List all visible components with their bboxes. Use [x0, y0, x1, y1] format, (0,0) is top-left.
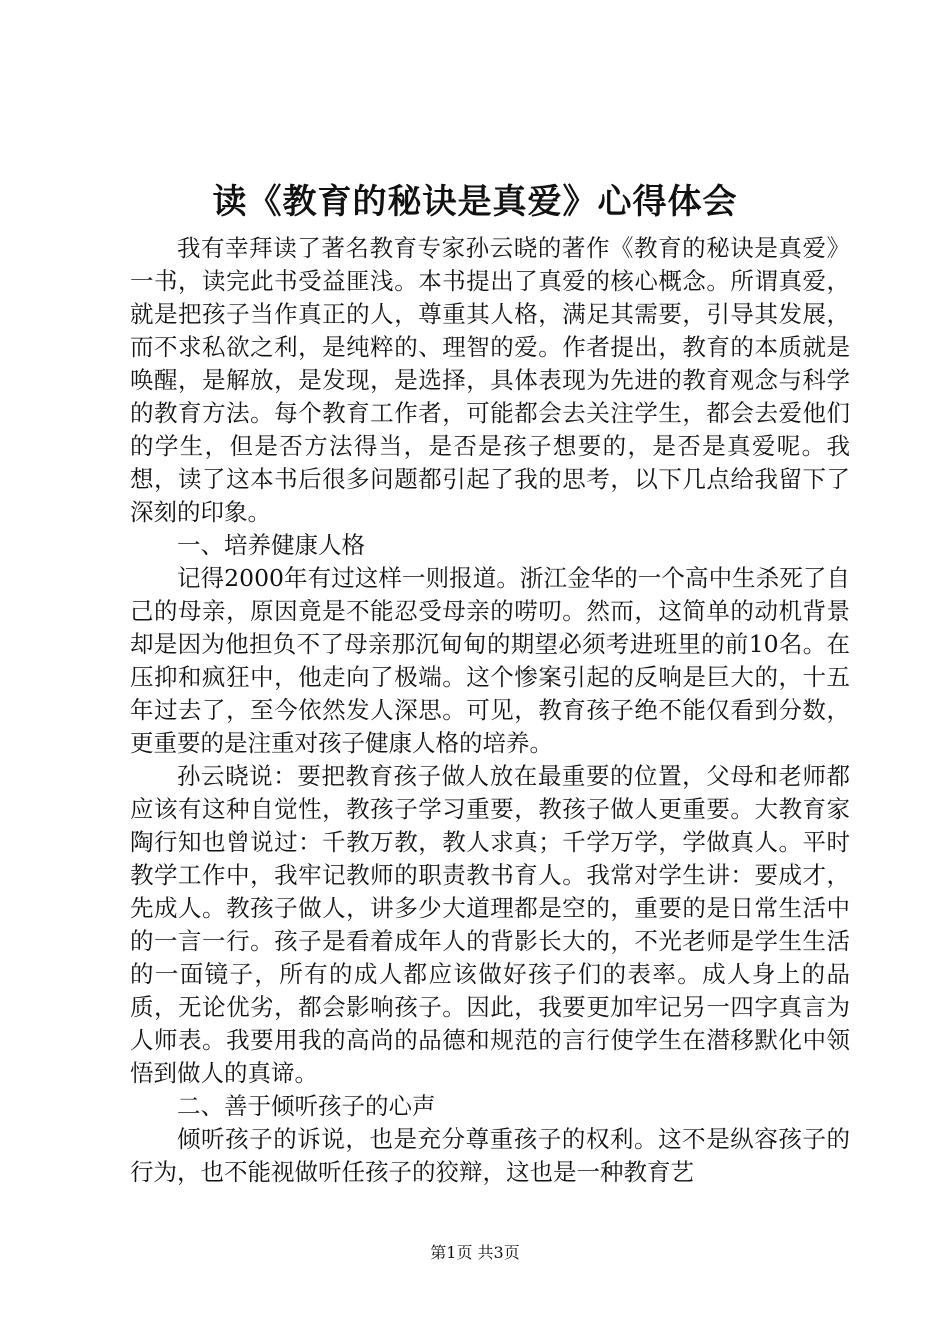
document-body [130, 232, 850, 1189]
paragraph-listening: 倾听孩子的诉说，也是充分尊重孩子的权利。这不是纵容孩子的行为，也不能视做听任孩子的狡辩，这也是一种教育艺 [130, 1125, 850, 1186]
paragraph-report: 记得2000年有过这样一则报道。浙江金华的一个高中生杀死了自己的母亲，原因竟是不能忍受母亲的唠叨。然而，这简单的动机背景却是因为他担负不了母亲那沉甸甸的期望必须考进班里的前10名。在压抑和疯狂中，他走向了极端。这个惨案引起的反响是巨大的，十五年过去了，至今依然发人深思。可见，教育孩子绝不能仅看到分数，更重要的是注重对孩子健康人格的培养。 [130, 564, 850, 757]
section-heading-2: 二、善于倾听孩子的心声 [177, 1092, 436, 1120]
document-title: 读《教育的秘诀是真爱》心得体会 [212, 182, 738, 222]
section-heading-1: 一、培养健康人格 [177, 531, 365, 559]
paragraph-quote: 孙云晓说：要把教育孩子做人放在最重要的位置，父母和老师都应该有这种自觉性，教孩子学习重要，教孩子做人更重要。大教育家陶行知也曾说过：千教万教，教人求真；千学万学，学做真人。平时教学工作中，我牢记教师的职责教书育人。我常对学生讲：要成才，先成人。教孩子做人，讲多少大道理都是空的，重要的是日常生活中的一言一行。孩子是看着成年人的背影长大的，不光老师是学生生活的一面镜子，所有的成人都应该做好孩子们的表率。成人身上的品质，无论优劣，都会影响孩子。因此，我要更加牢记另一四字真言为人师表。我要用我的高尚的品德和规范的言行使学生在潜移默化中领悟到做人的真谛。 [130, 762, 850, 1087]
page-footer: 第1页 共3页 [430, 1243, 520, 1262]
paragraph-intro: 我有幸拜读了著名教育专家孙云晓的著作《教育的秘诀是真爱》一书，读完此书受益匪浅。本书提出了真爱的核心概念。所谓真爱，就是把孩子当作真正的人，尊重其人格，满足其需要，引导其发展，而不求私欲之利，是纯粹的、理智的爱。作者提出，教育的本质就是唤醒，是解放，是发现，是选择，具体表现为先进的教育观念与科学的教育方法。每个教育工作者，可能都会去关注学生，都会去爱他们的学生，但是否方法得当，是否是孩子想要的，是否是真爱呢。我想，读了这本书后很多问题都引起了我的思考，以下几点给我留下了深刻的印象。 [130, 234, 850, 526]
